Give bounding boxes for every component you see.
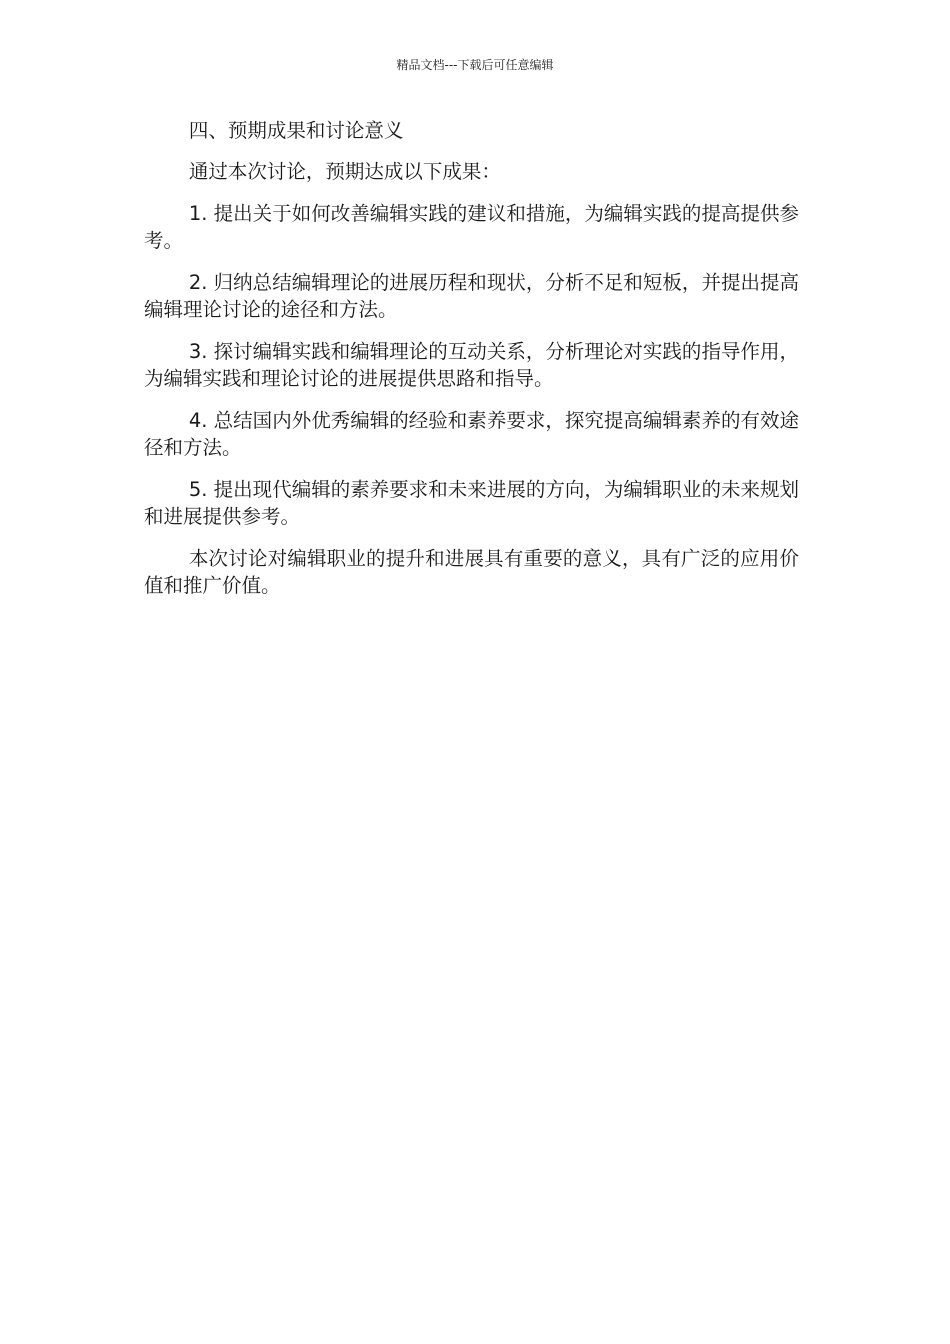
list-item: 5. 提出现代编辑的素养要求和未来进展的方向，为编辑职业的未来规划和进展提供参考。	[144, 478, 799, 528]
page-header: 精品文档---下载后可任意编辑	[396, 58, 554, 72]
list-item: 3. 探讨编辑实践和编辑理论的互动关系，分析理论对实践的指导作用，为编辑实践和理论讨论的进展提供思路和指导。	[144, 340, 799, 390]
conclusion-paragraph: 本次讨论对编辑职业的提升和进展具有重要的意义，具有广泛的应用价值和推广价值。	[144, 547, 799, 597]
list-item: 1. 提出关于如何改善编辑实践的建议和措施，为编辑实践的提高提供参考。	[144, 202, 799, 252]
intro-paragraph: 通过本次讨论，预期达成以下成果：	[188, 160, 501, 183]
section-heading: 四、预期成果和讨论意义	[188, 119, 404, 142]
list-item: 4. 总结国内外优秀编辑的经验和素养要求，探究提高编辑素养的有效途径和方法。	[144, 409, 799, 459]
document-body	[144, 117, 799, 614]
list-item: 2. 归纳总结编辑理论的进展历程和现状，分析不足和短板，并提出提高编辑理论讨论的途径和方法。	[144, 271, 799, 321]
